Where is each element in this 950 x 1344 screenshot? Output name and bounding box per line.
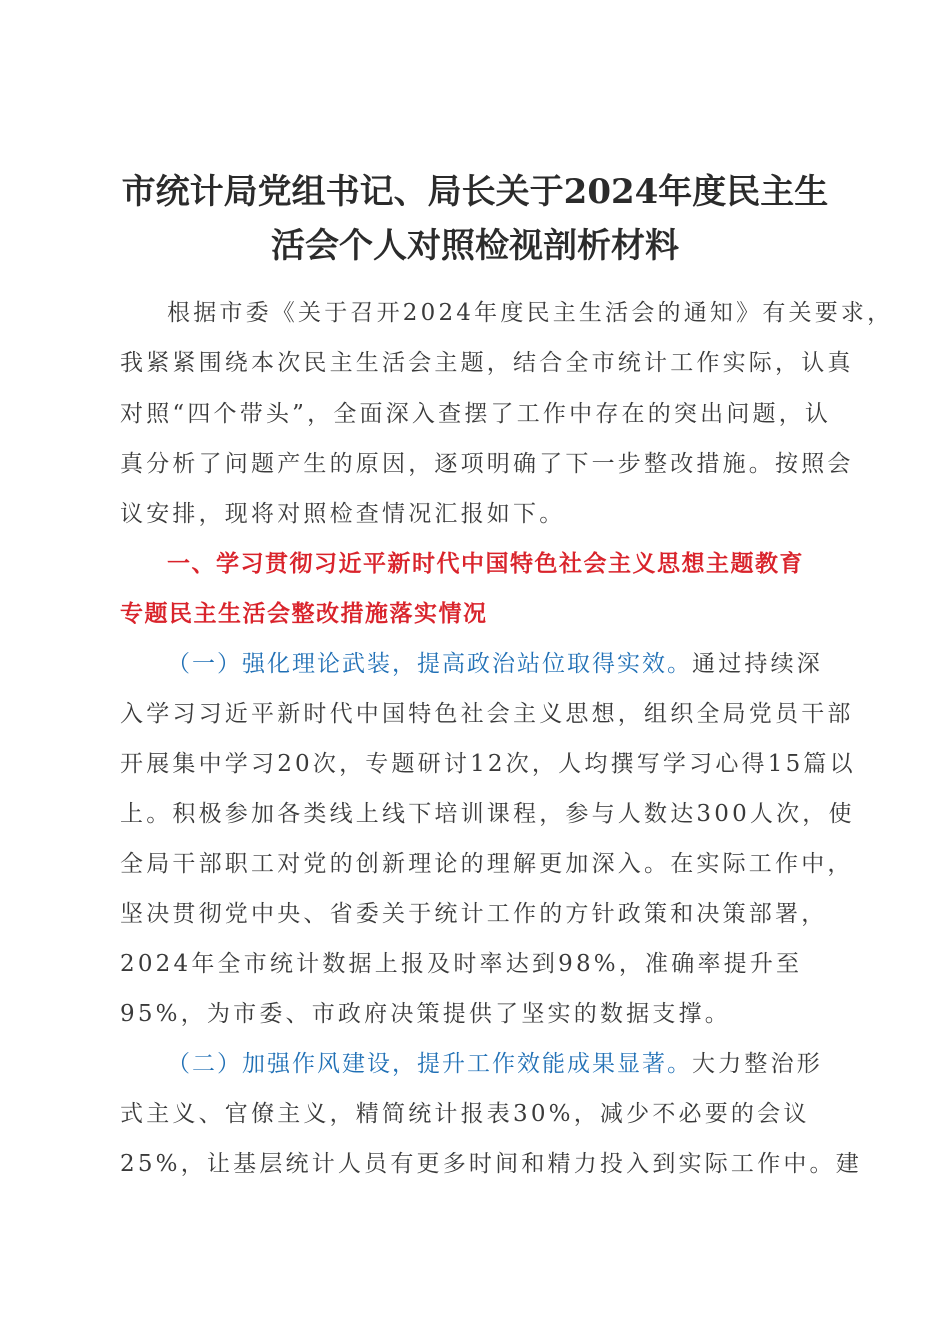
subsection-1-first-line <box>167 649 823 679</box>
intro-line: 我紧紧围绕本次民主生活会主题，结合全市统计工作实际，认真 <box>120 350 854 376</box>
intro-line: 真分析了问题产生的原因，逐项明确了下一步整改措施。按照会 <box>120 451 854 477</box>
document-title-line-2: 活会个人对照检视剖析材料 <box>271 226 679 266</box>
intro-line: 议安排，现将对照检查情况汇报如下。 <box>120 501 566 527</box>
body-line: 入学习习近平新时代中国特色社会主义思想，组织全局党员干部 <box>120 701 854 727</box>
section-heading-line: 一、学习贯彻习近平新时代中国特色社会主义思想主题教育 <box>167 551 804 577</box>
subsection-2-first-line <box>167 1049 823 1079</box>
body-line: 开展集中学习20次，专题研讨12次，人均撰写学习心得15篇以 <box>120 751 856 777</box>
body-line: 式主义、官僚主义，精简统计报表30%，减少不必要的会议 <box>120 1101 810 1127</box>
subsection-1-first-line-text: 通过持续深 <box>692 651 823 677</box>
body-line: 全局干部职工对党的创新理论的理解更加深入。在实际工作中， <box>120 851 854 877</box>
body-line: 坚决贯彻党中央、省委关于统计工作的方针政策和决策部署， <box>120 901 828 927</box>
intro-line: 对照“四个带头”，全面深入查摆了工作中存在的突出问题，认 <box>120 401 832 427</box>
body-line: 95%，为市委、市政府决策提供了坚实的数据支撑。 <box>120 1001 731 1027</box>
subsection-2-heading: （二）加强作风建设，提升工作效能成果显著。 <box>167 1051 692 1077</box>
body-line: 上。积极参加各类线上线下培训课程，参与人数达300人次，使 <box>120 801 855 827</box>
body-line: 2024年全市统计数据上报及时率达到98%，准确率提升至 <box>120 951 803 977</box>
intro-line: 根据市委《关于召开2024年度民主生活会的通知》有关要求， <box>167 300 894 326</box>
document-title-line-1: 市统计局党组书记、局长关于2024年度民主生 <box>121 172 829 212</box>
subsection-2-first-line-text: 大力整治形 <box>692 1051 823 1077</box>
subsection-1-heading: （一）强化理论武装，提高政治站位取得实效。 <box>167 651 692 677</box>
section-heading-line: 专题民主生活会整改措施落实情况 <box>120 601 488 627</box>
body-line: 25%，让基层统计人员有更多时间和精力投入到实际工作中。建 <box>120 1151 862 1177</box>
